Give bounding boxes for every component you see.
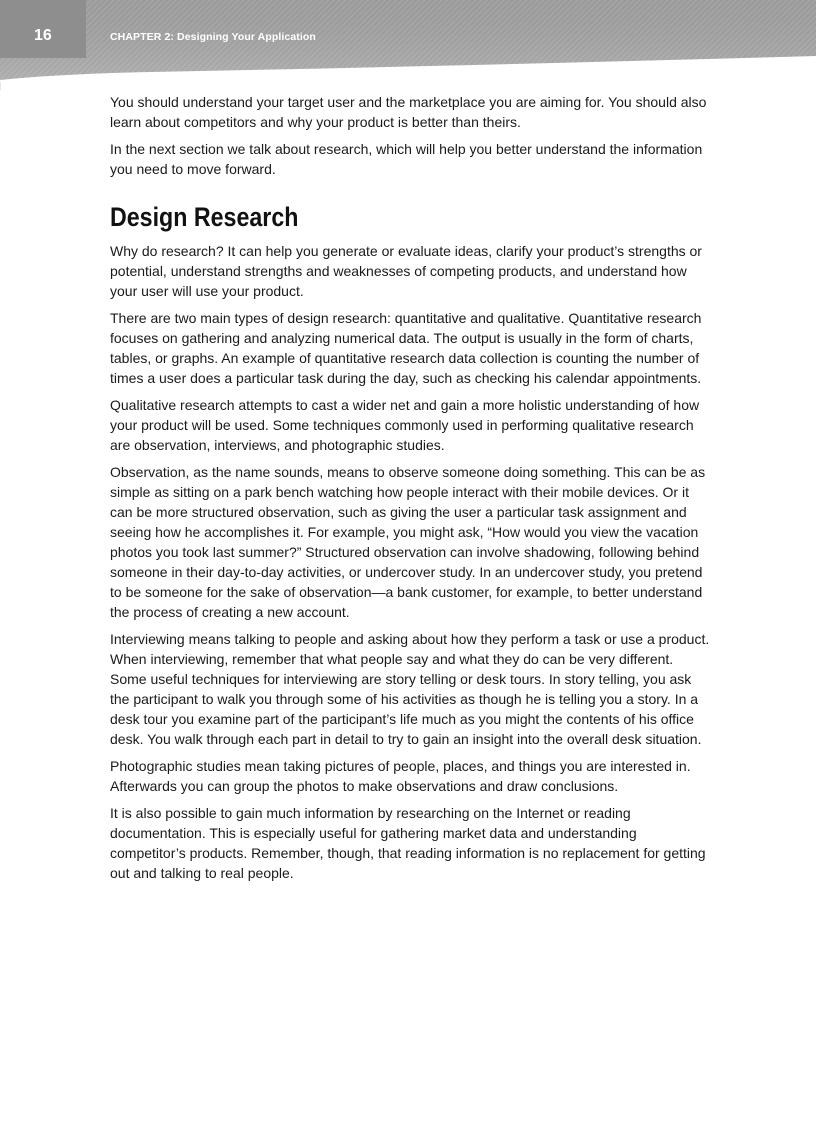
- body-paragraph: Interviewing means talking to people and asking about how they perform a task or use a product. When interviewing, remember that what people say and what they do can be very different. Some useful techniques for interviewing are story telling or desk tours. In story telling, you ask the participant to walk you through some of his activities as though he is telling you a story. In a desk tour you examine part of the participant’s life much as you might the contents of his office desk. You walk through each part in detail to try to gain an insight into the overall desk situation.: [110, 631, 710, 747]
- body-paragraph: Why do research? It can help you generate or evaluate ideas, clarify your product’s strengths or potential, understand strengths and weaknesses of competing products, and understand how your user will use your product.: [110, 243, 702, 299]
- body-paragraph: Qualitative research attempts to cast a wider net and gain a more holistic understanding of how your product will be used. Some techniques commonly used in performing qualitative research are observation, interviews, and photographic studies.: [110, 397, 700, 453]
- body-paragraph: It is also possible to gain much information by researching on the Internet or reading documentation. This is especially useful for gathering market data and understanding competitor’s products. Remember, though, that reading information is no replacement for getting out and talking to real people.: [110, 805, 706, 881]
- header-band-shape: [0, 0, 816, 92]
- page-body: [110, 92, 710, 890]
- body-paragraph: Photographic studies mean taking pictures of people, places, and things you are interested in. Afterwards you can group the photos to make observations and draw conclusions.: [110, 758, 691, 794]
- chapter-header-band: [0, 0, 816, 92]
- section-heading: Design Research: [110, 202, 299, 232]
- body-paragraph: There are two main types of design research: quantitative and qualitative. Quantitative research focuses on gathering and analyzing numerical data. The output is usually in the form of charts, tables, or graphs. An example of quantitative research data collection is counting the number of times a user does a particular task during the day, such as checking his calendar appointments.: [110, 310, 702, 386]
- page-number: 16: [34, 27, 52, 44]
- body-paragraph: Observation, as the name sounds, means to observe someone doing something. This can be as simple as sitting on a park bench watching how people interact with their mobile devices. Or it can be more structured observation, such as giving the user a particular task assignment and seeing how he accomplishes it. For example, you might ask, “How would you view the vacation photos you took last summer?” Structured observation can involve shadowing, following behind someone in their day-to-day activities, or undercover study. In an undercover study, you pretend to be someone for the sake of observation—a bank customer, for example, to better understand the process of creating a new account.: [110, 464, 706, 620]
- running-head: CHAPTER 2: Designing Your Application: [110, 31, 316, 43]
- intro-paragraph-2: In the next section we talk about research, which will help you better understand the information you need to move forward.: [110, 141, 703, 177]
- intro-paragraph-1: You should understand your target user and the marketplace you are aiming for. You should also learn about competitors and why your product is better than theirs.: [110, 94, 707, 130]
